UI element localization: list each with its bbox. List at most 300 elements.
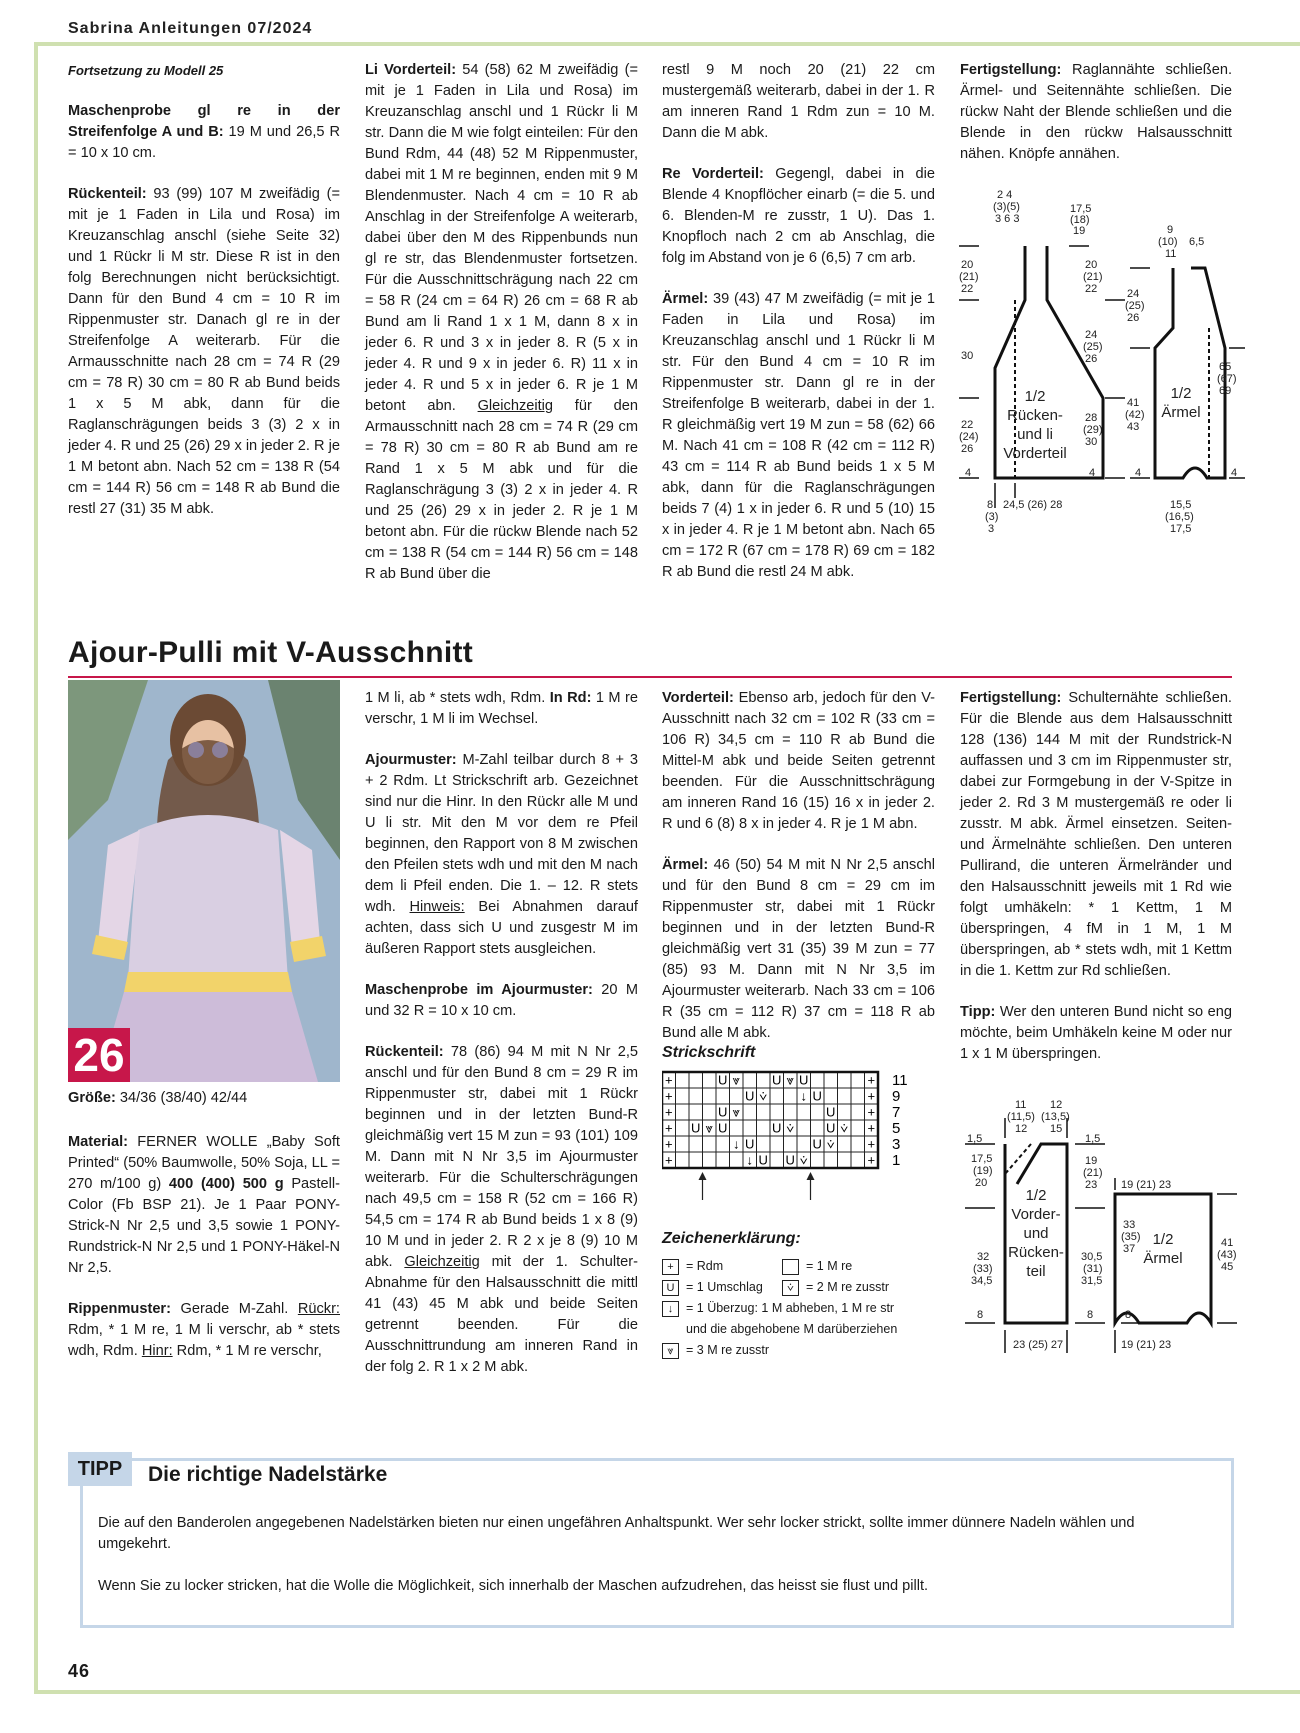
paragraph-underline: Gleichzeitig — [404, 1254, 480, 1270]
diag2-right-b-1: 30,5 — [1081, 1251, 1103, 1263]
chart-cell — [824, 1088, 838, 1104]
chart-row-number: 1 — [892, 1152, 901, 1169]
paragraph — [68, 1299, 340, 1362]
chart-symbol: ⩔ — [732, 1104, 740, 1120]
chart-cell — [797, 1120, 811, 1136]
chart-cell — [784, 1088, 798, 1104]
diag2-sl-right-1: 41 — [1221, 1237, 1234, 1249]
model-col-1 — [68, 1132, 340, 1382]
chart-symbol: U — [745, 1136, 755, 1152]
schematic-diagram-1 — [955, 188, 1245, 543]
chart-symbol: U — [785, 1152, 795, 1168]
chart-symbol: ⩒ — [799, 1152, 808, 1168]
top-col1-paras — [68, 101, 340, 520]
chart-cell — [838, 1104, 852, 1120]
chart-symbol: U — [826, 1104, 836, 1120]
diag2-bottom: 23 (25) 27 — [1013, 1339, 1064, 1351]
diag1-right-a-1: 20 — [1085, 259, 1098, 271]
chart-cell — [757, 1136, 771, 1152]
chart-symbol: U — [718, 1120, 728, 1136]
diag2-sl-left-3: 37 — [1123, 1243, 1136, 1255]
diag2-eight-2: 8 — [1087, 1309, 1094, 1321]
model-col-4 — [960, 688, 1232, 1085]
paragraph — [68, 101, 340, 164]
diag2-left-b-3: 34,5 — [971, 1275, 993, 1287]
paragraph — [68, 1132, 340, 1279]
diag2-top-a-3: 12 — [1015, 1123, 1028, 1135]
chart-symbol: + — [664, 1136, 673, 1152]
tipp-label: TIPP — [68, 1452, 132, 1486]
diag1-sleeve-label-2: Ärmel — [1161, 404, 1201, 421]
paragraph-text: für den Armausschnitt nach 28 cm = 74 R (29 cm = 78 R) 30 cm = 80 R ab Bund am re Rand 1 x 5 M abk und für die Raglanschrägung 3 (3) 2 x in jeder 4. R und 25 (26) 29 x in jeder 2. R je 1 M betont abn. Für die rückw Blende nach 52 cm = 138 R (54 cm = 144 R) 56 cm = 148 R ab Bund über die — [365, 398, 638, 582]
diag1-top-a-1: 2 4 — [997, 189, 1013, 201]
paragraph-text: restl 9 M noch 20 (21) 22 cm mustergemäß weiterarb, dabei in der 1. R am inneren Rand 1 Rdm zun = 10 M. Dann die M abk. — [662, 62, 935, 141]
paragraph-heading: Ärmel: — [662, 857, 709, 873]
chart-symbol: U — [799, 1072, 809, 1088]
diag1-left-c-3: 26 — [961, 443, 974, 455]
diag1-body-label-3: und li — [1017, 426, 1053, 443]
chart-row-number: 3 — [892, 1136, 901, 1153]
diag2-sleeve-label-1: 1/2 — [1152, 1231, 1174, 1248]
diag2-sl-right-2: (43) — [1217, 1249, 1237, 1261]
legend-symbol: ⩔ — [662, 1343, 679, 1359]
legend-symbol: ⩒ — [782, 1280, 799, 1296]
diag2-left-a-2: (19) — [973, 1165, 993, 1177]
diag1-body-label-4: Vorderteil — [1003, 445, 1067, 462]
paragraph — [662, 164, 935, 269]
diag2-body-label-2: Vorder- — [1011, 1206, 1061, 1223]
diag1-sl-right-2: (67) — [1217, 373, 1237, 385]
chart-symbol: ↓ — [746, 1152, 753, 1168]
chart-cell — [730, 1088, 744, 1104]
diag1-sl-left-b-3: 43 — [1127, 421, 1140, 433]
paragraph-bold: In Rd: — [549, 690, 592, 706]
chart-cell — [824, 1152, 838, 1168]
chart-arrow-head — [807, 1172, 815, 1180]
legend-text: = 1 Überzug: 1 M abheben, 1 M re str und die abgehobene M darüberziehen — [686, 1301, 898, 1336]
diag1-top-a-2: (3)(5) — [993, 201, 1020, 213]
chart-cell — [676, 1088, 690, 1104]
diag2-eight-3: 8 — [1125, 1309, 1132, 1321]
diag1-right-b-2: (25) — [1083, 341, 1103, 353]
chart-symbol: + — [664, 1104, 673, 1120]
diag2-right-a-1: 19 — [1085, 1155, 1098, 1167]
paragraph-heading: Li Vorderteil: — [365, 62, 457, 78]
diag2-sl-top: 19 (21) 23 — [1121, 1179, 1172, 1191]
diag1-left-a-1: 20 — [961, 259, 974, 271]
chart-cell — [689, 1152, 703, 1168]
chart-title: Strickschrift — [662, 1044, 756, 1061]
diag1-sl-bottom-1: 15,5 — [1170, 499, 1192, 511]
chart-cell — [838, 1136, 852, 1152]
top-col-2 — [365, 60, 638, 605]
chart-cell — [743, 1104, 757, 1120]
legend-text: = 1 Umschlag — [686, 1280, 763, 1294]
paragraph — [365, 688, 638, 730]
chart-symbol: + — [867, 1152, 876, 1168]
paragraph-text: Rdm, * 1 M re verschr, — [172, 1343, 322, 1359]
diag1-right-c-1: 28 — [1085, 412, 1098, 424]
paragraph-text: 93 (99) 107 M zweifädig (= mit je 1 Faden in Lila und Rosa) im Kreuzanschlag anschl (siehe Seite 32) und 1 Rückr li M str. Diese R ist in den folg Berechnungen nicht berücksichtigt. Dann für den Bund 4 cm = 10 R im Rippenmuster str. Danach gl re in der Streifenfolge A weiterarb. Für die Armausschnitte nach 28 cm = 74 R (29 cm = 78 R) 30 cm = 80 R ab Bund beids 1 x 5 M abk, dann für die Raglanschrägungen beids 3 (3) 2 x in jeder 4. R und 25 (26) 29 x in jeder 2. R je 1 M betont abn. Nach 52 cm = 138 R (54 cm = 144 R) 56 cm = 148 R ab Bund die restl 27 (31) 35 M abk. — [68, 186, 340, 517]
paragraph — [365, 980, 638, 1022]
diag1-right-c-2: (29) — [1083, 424, 1103, 436]
diag1-sl-top-1: 9 — [1167, 224, 1174, 236]
top-col-1 — [68, 60, 340, 540]
diag1-sl-bottom-2: (16,5) — [1165, 511, 1194, 523]
legend-symbol: ↓ — [662, 1301, 679, 1317]
chart-cell — [676, 1104, 690, 1120]
diag1-bottom-a-3: 3 — [988, 523, 995, 535]
title-rule — [68, 676, 1232, 678]
paragraph — [365, 1042, 638, 1378]
chart-symbol: ⩒ — [826, 1136, 835, 1152]
diag2-left-a-3: 20 — [975, 1177, 988, 1189]
diag1-four-2: 4 — [1089, 467, 1096, 479]
legend-text: = Rdm — [686, 1259, 724, 1273]
chart-cell — [689, 1072, 703, 1088]
chart-cell — [784, 1104, 798, 1120]
chart-symbol: + — [867, 1120, 876, 1136]
chart-cell — [757, 1104, 771, 1120]
diag1-sl-right-1: 65 — [1219, 361, 1232, 373]
paragraph — [365, 60, 638, 585]
paragraph-text: FERNER WOLLE „Baby Soft Printed“ (50% Baumwolle, 50% Soja, LL = 270 m/100 g) — [68, 1134, 340, 1192]
model-photo — [68, 680, 340, 1082]
diag2-body-label-4: Rücken- — [1008, 1244, 1064, 1261]
chart-symbol: U — [826, 1120, 836, 1136]
diag1-top-b-2: (18) — [1070, 214, 1090, 226]
paragraph-heading: Fertigstellung: — [960, 62, 1062, 78]
diag1-left-b: 30 — [961, 350, 974, 362]
diag2-top-b-2: (13,5) — [1041, 1111, 1070, 1123]
chart-symbol: ↓ — [800, 1088, 807, 1104]
chart-symbol: ⩒ — [786, 1120, 795, 1136]
paragraph — [960, 688, 1232, 982]
legend-text: = 2 M re zusstr — [806, 1280, 890, 1294]
chart-row-number: 7 — [892, 1104, 901, 1121]
paragraph-text: 1 M li, ab * stets wdh, Rdm. — [365, 690, 550, 706]
chart-cell — [811, 1152, 825, 1168]
chart-cell — [716, 1152, 730, 1168]
legend-symbol: + — [662, 1259, 679, 1275]
paragraph-text: M-Zahl teilbar durch 8 + 3 + 2 Rdm. Lt Strickschrift arb. Gezeichnet sind nur die Hinr. In den Rückr alle M und U li str. Mit den M vor dem re Pfeil beginnen, den Rapport von 8 M zwischen den Pfeilen stets wdh und mit den M nach dem li Pfeil enden. Die 1. – 12. R stets wdh. — [365, 752, 638, 915]
chart-cell — [730, 1152, 744, 1168]
chart-cell — [797, 1104, 811, 1120]
size-line — [68, 1090, 247, 1106]
chart-cell — [770, 1152, 784, 1168]
diag2-left-b-1: 32 — [977, 1251, 990, 1263]
chart-symbol: ⩔ — [732, 1072, 740, 1088]
diag1-bottom-b: 24,5 (26) 28 — [1003, 499, 1063, 511]
diag2-body-label-1: 1/2 — [1025, 1187, 1047, 1204]
chart-cell — [703, 1088, 717, 1104]
tipp-heading: Die richtige Nadelstärke — [148, 1463, 388, 1486]
diag2-right-b-2: (31) — [1083, 1263, 1103, 1275]
chart-row-number: 5 — [892, 1120, 901, 1137]
diag1-left-a-2: (21) — [959, 271, 979, 283]
paragraph-text: Bei Abnahmen darauf achten, dass sich U und zusgestr M im äußeren Rapport stets ausgleichen. — [365, 899, 638, 957]
chart-cell — [703, 1072, 717, 1088]
chart-cell — [703, 1152, 717, 1168]
diag2-right-a-2: (21) — [1083, 1167, 1103, 1179]
chart-cell — [676, 1072, 690, 1088]
paragraph-heading: Re Vorderteil: — [662, 166, 764, 182]
paragraph-text: mit der 1. Schulter-Abnahme für den Halsausschnitt die mittl 41 (43) 45 M abk und beide Seiten getrennt beenden. Für die Ausschnittrundung am inneren Rand in der folg 2. R 1 x 2 M abk. — [365, 1254, 638, 1375]
chart-cell — [838, 1072, 852, 1088]
chart-symbol: U — [718, 1104, 728, 1120]
paragraph-heading: Maschenprobe im Ajourmuster: — [365, 982, 593, 998]
page-number: 46 — [68, 1661, 91, 1681]
model-title: Ajour-Pulli mit V-Ausschnitt — [68, 636, 474, 669]
chart-symbol: + — [867, 1088, 876, 1104]
paragraph — [960, 1002, 1232, 1065]
paragraph-text: Gerade M-Zahl. — [170, 1301, 298, 1317]
paragraph — [662, 289, 935, 583]
paragraph-bold: 400 (400) 500 g — [168, 1176, 284, 1192]
paragraph-underline: Gleichzeitig — [477, 398, 554, 414]
chart-row-number: 9 — [892, 1088, 901, 1105]
chart-cell — [811, 1104, 825, 1120]
chart-symbol: U — [691, 1120, 701, 1136]
diag2-sl-bottom: 19 (21) 23 — [1121, 1339, 1172, 1351]
chart-symbol: + — [664, 1088, 673, 1104]
chart-cell — [743, 1120, 757, 1136]
paragraph-heading: Vorderteil: — [662, 690, 734, 706]
paragraph-text: 19 M und 26,5 R = 10 x 10 cm. — [68, 124, 340, 161]
legend-symbol: U — [662, 1280, 679, 1296]
diag1-four-1: 4 — [965, 467, 972, 479]
chart-cell — [811, 1072, 825, 1088]
diag1-left-c-2: (24) — [959, 431, 979, 443]
diag2-eight-1: 8 — [977, 1309, 984, 1321]
frame-bottom — [34, 1690, 1300, 1694]
diag2-top-b-1: 12 — [1050, 1099, 1063, 1111]
diag1-bottom-a-2: (3) — [985, 511, 999, 523]
diag1-left-c-1: 22 — [961, 419, 974, 431]
paragraph-heading: Rückenteil: — [365, 1044, 444, 1060]
paragraph-heading: Ajourmuster: — [365, 752, 457, 768]
paragraph-text: 20 M und 32 R = 10 x 10 cm. — [365, 982, 638, 1019]
chart-symbol: + — [664, 1152, 673, 1168]
legend-title: Zeichenerklärung: — [662, 1230, 801, 1247]
frame-left — [34, 42, 38, 1692]
paragraph — [662, 688, 935, 835]
paragraph-heading: Ärmel: — [662, 291, 709, 307]
chart-cell — [770, 1104, 784, 1120]
diag2-edge-left: 1,5 — [967, 1133, 983, 1145]
diag1-sl-left-a-2: (25) — [1125, 300, 1145, 312]
page-header: Sabrina Anleitungen 07/2024 — [68, 20, 313, 37]
chart-symbol: + — [664, 1072, 673, 1088]
diag1-right-b-3: 26 — [1085, 353, 1098, 365]
paragraph — [960, 60, 1232, 165]
diag1-right-a-2: (21) — [1083, 271, 1103, 283]
chart-cell — [743, 1072, 757, 1088]
diag2-sl-left-2: (35) — [1121, 1231, 1141, 1243]
chart-cell — [851, 1152, 865, 1168]
chart-symbol: + — [867, 1104, 876, 1120]
diag1-right-a-3: 22 — [1085, 283, 1098, 295]
top-col-4 — [960, 60, 1232, 185]
diag1-top-b-1: 17,5 — [1070, 203, 1092, 215]
chart-cell — [851, 1120, 865, 1136]
diag2-left-a-1: 17,5 — [971, 1153, 993, 1165]
size-value: 34/36 (38/40) 42/44 — [115, 1090, 248, 1106]
chart-cell — [689, 1104, 703, 1120]
diag2-top-a-2: (11,5) — [1007, 1111, 1035, 1123]
chart-cell — [797, 1136, 811, 1152]
chart-cell — [689, 1088, 703, 1104]
diag2-top-a-1: 11 — [1015, 1099, 1027, 1111]
diag2-body-label-5: teil — [1026, 1263, 1046, 1280]
diag1-four-3: 4 — [1135, 467, 1142, 479]
chart-cell — [757, 1072, 771, 1088]
diag1-body-label-1: 1/2 — [1024, 388, 1046, 405]
diag1-sl-top-3: 11 — [1165, 248, 1177, 260]
diag1-sl-left-a-1: 24 — [1127, 288, 1140, 300]
diag2-edge-right: 1,5 — [1085, 1133, 1101, 1145]
paragraph-text: Rdm, * 1 M re, 1 M li verschr, ab * stets wdh, Rdm. — [68, 1322, 340, 1359]
paragraph-text: Pastell-Color (Fb BSP 21). Je 1 Paar PONY-Strick-N Nr 2,5 und 3,5 sowie 1 PONY-Rundstrick-N Nr 2,5 und 1 PONY-Häkel-N Nr 2,5. — [68, 1176, 340, 1276]
chart-symbol: + — [867, 1072, 876, 1088]
diag1-bottom-a-1: 8 — [987, 499, 994, 511]
chart-cell — [770, 1136, 784, 1152]
tipp-text — [98, 1513, 1208, 1618]
schematic-diagram-2 — [955, 1098, 1245, 1368]
chart-cell — [851, 1104, 865, 1120]
chart-symbol: U — [812, 1136, 822, 1152]
diag1-four-4: 4 — [1231, 467, 1238, 479]
paragraph-text: Ebenso arb, jedoch für den V-Ausschnitt nach 32 cm = 102 R (33 cm = 106 R) 34,5 cm = 110 R ab Bund die Mittel-M abk und beide Seiten getrennt beenden. Für die Ausschnittschrägung am inneren Rand 16 (15) 16 x in jeder 2. R und 6 (8) 8 x in jeder 4. R je 1 M abn. — [662, 690, 935, 832]
chart-symbol: ⩔ — [705, 1120, 713, 1136]
diag1-top-b-3: 19 — [1073, 225, 1086, 237]
chart-cell — [676, 1120, 690, 1136]
diag1-left-a-3: 22 — [961, 283, 974, 295]
chart-arrow-head — [699, 1172, 707, 1180]
chart-cell — [703, 1104, 717, 1120]
chart-symbol: U — [758, 1152, 768, 1168]
paragraph — [662, 855, 935, 1044]
paragraph-text: Gegengl, dabei in die Blende 4 Knopflöcher einarb (= die 5. und 6. Blenden-M re zusstr, 1 U). Das 1. Knopfloch nach 2 cm ab Anschlag, die folg im Abstand von je 6 (6,5) 7 cm arb. — [662, 166, 935, 266]
chart-cell — [676, 1152, 690, 1168]
diag2-sl-left-1: 33 — [1123, 1219, 1136, 1231]
chart-symbol: U — [812, 1088, 822, 1104]
chart-cell — [703, 1136, 717, 1152]
chart-cell — [824, 1072, 838, 1088]
chart-symbol: U — [718, 1072, 728, 1088]
paragraph-underline: Rückr: — [297, 1301, 340, 1317]
frame-top — [34, 42, 1300, 46]
size-label: Größe: — [68, 1090, 116, 1106]
chart-cell — [689, 1136, 703, 1152]
tipp-paragraph-1: Die auf den Banderolen angegebenen Nadelstärken bieten nur einen ungefähren Anhaltspunkt. Wer sehr locker strickt, sollte immer dünnere Nadeln wählen und umgekehrt. — [98, 1515, 1135, 1552]
diag2-right-b-3: 31,5 — [1081, 1275, 1103, 1287]
chart-cell — [716, 1088, 730, 1104]
photo-illustration — [68, 680, 340, 1082]
diag1-sleeve-label-1: 1/2 — [1170, 385, 1192, 402]
paragraph-text: 1 M re verschr, 1 M li im Wechsel. — [365, 690, 638, 727]
paragraph-text: Raglannähte schließen. Ärmel- und Seitennähte schließen. Die rückw Naht der Blende schließen und die Blende in den rückw Halsausschnitt nähen. Knöpfe annähen. — [960, 62, 1232, 162]
paragraph — [662, 60, 935, 144]
chart-cell — [676, 1136, 690, 1152]
chart-symbol: ⩒ — [840, 1120, 849, 1136]
chart-cell — [770, 1088, 784, 1104]
paragraph-heading: Rippenmuster: — [68, 1301, 171, 1317]
paragraph — [365, 750, 638, 960]
continuation-note: Fortsetzung zu Modell 25 — [68, 63, 224, 78]
diag1-sl-top-2: (10) — [1158, 236, 1178, 248]
diag1-sl-left-b-2: (42) — [1125, 409, 1145, 421]
chart-cell — [851, 1088, 865, 1104]
chart-cell — [811, 1120, 825, 1136]
paragraph-text: 54 (58) 62 M zweifädig (= mit je 1 Faden in Lila und Rosa) im Kreuzanschlag anschl und 1 Rückr li M str. Dann die M wie folgt einteilen: Für den Bund Rdm, 44 (48) 52 M Rippenmuster, dabei mit 1 M re beginnen, enden mit 9 M Blendenmuster. Nach 4 cm = 10 R ab Anschlag in der Streifenfolge A weiterarb, dabei über den M des Rippenbunds nun gl re str, das Blendenmuster fortsetzen. Für die Ausschnittschrägung nach 22 cm = 58 R (24 cm = 64 R) 26 cm = 68 R ab Bund am li Rand 1 x 1 M, dann 8 x in jeder 6. R und 3 x in jeder 8. R (5 x in jeder 4. R und 9 x in jeder 6. R) 11 x in jeder 4. R und 5 x in jeder 6. R je 1 M betont abn. — [365, 62, 638, 414]
chart-cell — [784, 1136, 798, 1152]
diag1-right-b-1: 24 — [1085, 329, 1098, 341]
model-col-3 — [662, 688, 935, 1064]
tipp-paragraph-2: Wenn Sie zu locker stricken, hat die Wolle die Möglichkeit, sich innerhalb der Maschen aufzudrehen, das heisst sie flust und pillt. — [98, 1578, 929, 1594]
diag2-sl-right-3: 45 — [1221, 1261, 1234, 1273]
legend-text: = 3 M re zusstr — [686, 1343, 770, 1357]
paragraph — [68, 184, 340, 520]
legend-text: = 1 M re — [806, 1259, 853, 1273]
chart-symbol: U — [772, 1072, 782, 1088]
diag1-right-c-3: 30 — [1085, 436, 1098, 448]
chart-symbol: ⩔ — [786, 1072, 794, 1088]
paragraph-text: 46 (50) 54 M mit N Nr 2,5 anschl und für den Bund 8 cm = 29 cm im Rippenmuster str, dabei mit 1 Rückr beginnen und in der letzten Bund-R gleichmäßig vert 31 (35) 39 M zun = 77 (85) 93 M. Dann mit N Nr 3,5 im Ajourmuster weiterarb. Nach 33 cm = 106 R (35 cm = 112 R) 37 cm = 118 R ab Bund alle M abk. — [662, 857, 935, 1041]
diag2-sleeve-label-2: Ärmel — [1143, 1250, 1183, 1267]
paragraph-text: Wer den unteren Bund nicht so eng möchte, beim Umhäkeln keine M oder nur 1 x 1 M überspringen. — [960, 1004, 1232, 1062]
paragraph-text: 39 (43) 47 M zweifädig (= mit je 1 Faden in Lila und Rosa) im Kreuzanschlag anschl und 1 Rückr li M str. Für den Bund 4 cm = 10 R im Rippenmuster str. Dann gl re in der Streifenfolge B weiterarb, dabei in der 1. R gleichmäßig vert 19 M zun = 58 (62) 66 M. Nach 41 cm = 108 R (42 cm = 112 R) 43 cm = 114 R ab Bund beids 1 x 5 M abk, dann für die Raglanschrägungen beids 7 (4) 1 x in jeder 6. R und 5 (10) 15 x in jeder 4. R je 1 M betont abn. Nach 65 cm = 172 R (67 cm = 178 R) 69 cm = 182 R ab Bund die restl 24 M abk. — [662, 291, 935, 580]
diag1-sl-bottom-3: 17,5 — [1170, 523, 1192, 535]
chart-cell — [838, 1152, 852, 1168]
paragraph-heading: Fertigstellung: — [960, 690, 1062, 706]
chart-cell — [730, 1120, 744, 1136]
diag1-body-label-2: Rücken- — [1007, 407, 1063, 424]
diag1-sl-left-b-1: 41 — [1127, 397, 1140, 409]
chart-row-number: 11 — [892, 1072, 908, 1089]
paragraph-text: 78 (86) 94 M mit N Nr 2,5 anschl und für den Bund 8 cm = 29 R im Rippenmuster str, dabei mit 1 Rückr beginnen und in der letzten Bund-R gleichmäßig vert 15 M zun = 93 (101) 109 M. Dann mit N Nr 3,5 im Ajourmuster weiterarb. Für die Schulterschrägungen nach 49,5 cm = 158 R (52 cm = 166 R) 54,5 cm = 174 R ab Bund beids 1 x 8 (9) 10 M und in jeder 2. R 2 x je 8 (9) 10 M abk. — [365, 1044, 638, 1270]
paragraph-heading: Tipp: — [960, 1004, 996, 1020]
chart-cell — [851, 1072, 865, 1088]
model-number-badge: 26 — [68, 1028, 130, 1082]
legend-symbol — [782, 1259, 799, 1275]
chart-symbol: + — [664, 1120, 673, 1136]
diag2-top-b-3: 15 — [1050, 1123, 1063, 1135]
diag1-sl-right-3: 69 — [1219, 385, 1232, 397]
knitting-chart — [662, 1068, 947, 1218]
top-col-3 — [662, 60, 935, 603]
diag1-sl-left-a-3: 26 — [1127, 312, 1140, 324]
chart-symbol: U — [772, 1120, 782, 1136]
chart-cell — [716, 1136, 730, 1152]
model-col-2 — [365, 688, 638, 1398]
diag1-sl-top-b: 6,5 — [1189, 236, 1205, 248]
paragraph-heading: Rückenteil: — [68, 186, 147, 202]
paragraph-underline: Hinweis: — [409, 899, 465, 915]
chart-cell — [838, 1088, 852, 1104]
diag1-top-a-3: 3 6 3 — [995, 213, 1020, 225]
diag2-body-label-3: und — [1023, 1225, 1049, 1242]
diag2-left-b-2: (33) — [973, 1263, 993, 1275]
paragraph-underline: Hinr: — [141, 1343, 173, 1359]
chart-symbol: + — [867, 1136, 876, 1152]
paragraph-heading: Maschenprobe gl re in der Streifenfolge A und B: — [68, 103, 340, 140]
chart-symbol: U — [745, 1088, 755, 1104]
chart-symbol: ⩒ — [759, 1088, 768, 1104]
paragraph-heading: Material: — [68, 1134, 129, 1150]
chart-cell — [851, 1136, 865, 1152]
paragraph-text: Schulternähte schließen. Für die Blende aus dem Halsausschnitt 128 (136) 144 M mit der Rundstrick-N auffassen und 3 cm im Rippenmuster str, dabei zur Formgebung in der V-Spitze in jeder 2. Rd 3 M mustergemäß re oder li zusstr. M abk. Ärmel einsetzen. Seiten- und Ärmelnähte schließen. Den unteren Pullirand, die unteren Ärmelränder und den Halsausschnitt jeweils mit 1 Rd wie folgt umhäkeln: * 1 Kettm, 1 M überspringen, 4 fM in 1 M, 1 M überspringen, ab * stets wdh, mit 1 Kettm in die 1. Kettm zur Rd schließen. — [960, 690, 1232, 979]
